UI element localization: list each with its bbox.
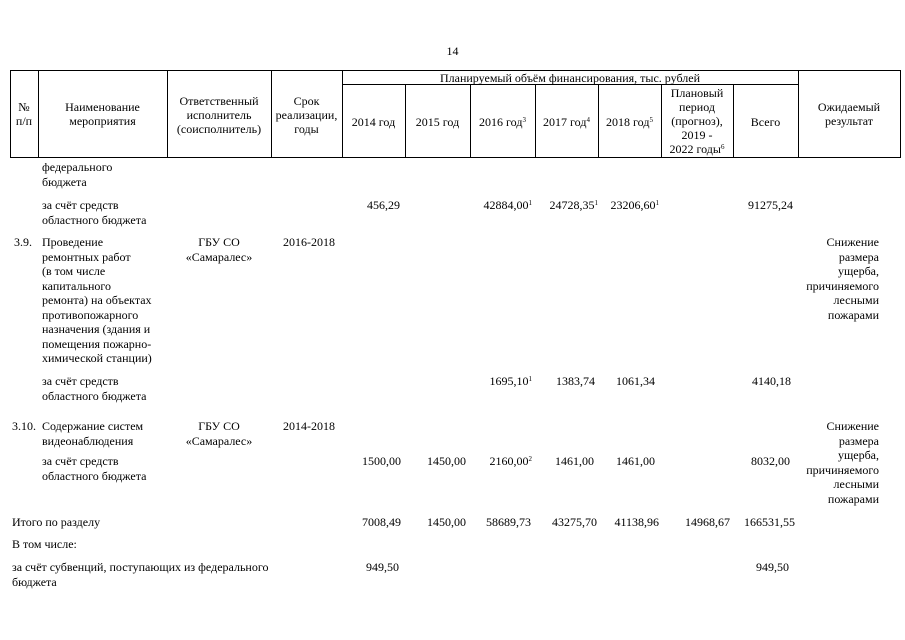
section-3-9-result: Снижение размера ущерба, причиняемого лесными пожарами — [806, 235, 879, 322]
header-executor: Ответственный исполнитель (соисполнитель) — [176, 94, 262, 136]
section-3-9-number: 3.9. — [14, 235, 32, 249]
row1-total: 91275,24 — [748, 198, 793, 212]
header-2018-footnote: 5 — [649, 116, 653, 124]
header-2018-text: 2018 год — [606, 115, 650, 129]
section-total-2014: 7008,49 — [362, 515, 401, 529]
row1-2018-value: 23206,60 — [610, 198, 656, 212]
row3-2016-value: 2160,00 — [489, 454, 529, 468]
row3-2016 — [470, 454, 532, 469]
row3-total: 8032,00 — [751, 454, 790, 468]
header-2017-footnote: 4 — [586, 116, 590, 124]
header-2014: 2014 год — [351, 115, 396, 129]
row3-2017: 1461,00 — [555, 454, 594, 468]
continued-federal-label: федерального бюджета — [42, 160, 113, 189]
row3-2016-footnote: 2 — [528, 455, 532, 463]
section-total-2016: 58689,73 — [486, 515, 531, 529]
row1-2016 — [470, 198, 532, 213]
row1-2017 — [535, 198, 598, 213]
row1-2018-footnote: 1 — [655, 199, 659, 207]
section-3-9-term: 2016-2018 — [283, 235, 335, 249]
header-2016-text: 2016 год — [479, 115, 523, 129]
header-2015: 2015 год — [415, 115, 460, 129]
section-total-planned: 14968,67 — [685, 515, 730, 529]
header-2016-footnote: 3 — [522, 116, 526, 124]
row2-2016 — [470, 374, 532, 389]
section-total-2018: 41138,96 — [614, 515, 659, 529]
row3-label: за счёт средств областного бюджета — [42, 454, 147, 483]
section-total-label: Итого по разделу — [12, 515, 101, 529]
row1-2014: 456,29 — [367, 198, 400, 212]
section-3-10-number: 3.10. — [12, 419, 36, 433]
header-planned-text: Плановый период (прогноз), 2019 - 2022 годы — [669, 86, 724, 156]
col-border-12 — [900, 70, 901, 158]
row3-2018: 1461,00 — [616, 454, 655, 468]
subventions-2014: 949,50 — [366, 560, 399, 574]
section-3-10-name: Содержание систем видеонаблюдения — [42, 419, 144, 448]
row3-2015: 1450,00 — [427, 454, 466, 468]
header-2017 — [535, 115, 598, 129]
row2-2016-footnote: 1 — [528, 375, 532, 383]
section-3-9-executor: ГБУ СО «Самаралес» — [185, 235, 253, 264]
row2-label: за счёт средств областного бюджета — [42, 374, 147, 403]
section-3-10-executor: ГБУ СО «Самаралес» — [185, 419, 253, 448]
row1-2018 — [598, 198, 659, 213]
header-num: № п/п — [15, 100, 33, 128]
section-3-9-name: Проведение ремонтных работ (в том числе капитального ремонта) на объектах противопожарного назначения (здания и помещения пожарно- химической станции) — [42, 235, 152, 365]
subventions-total: 949,50 — [756, 560, 789, 574]
page-number: 14 — [446, 44, 459, 58]
row1-2017-footnote: 1 — [594, 199, 598, 207]
row1-2017-value: 24728,35 — [549, 198, 595, 212]
row3-2014: 1500,00 — [362, 454, 401, 468]
row2-total: 4140,18 — [752, 374, 791, 388]
header-planned-footnote: 6 — [720, 143, 725, 151]
row1-label: за счёт средств областного бюджета — [42, 198, 147, 227]
section-total-2015: 1450,00 — [427, 515, 466, 529]
section-3-10-result: Снижение размера ущерба, причиняемого лесными пожарами — [806, 419, 879, 506]
header-2017-text: 2017 год — [543, 115, 587, 129]
header-2018 — [598, 115, 661, 129]
row2-2016-value: 1695,10 — [489, 374, 529, 388]
header-2016 — [470, 115, 535, 129]
header-planned — [661, 86, 733, 156]
section-total-sum: 166531,55 — [744, 515, 795, 529]
row1-2016-value: 42884,00 — [483, 198, 529, 212]
section-total-2017: 43275,70 — [552, 515, 597, 529]
subventions-label: за счёт субвенций, поступающих из федерального бюджета — [12, 560, 269, 589]
header-funding-group: Планируемый объём финансирования, тыс. рублей — [439, 71, 700, 85]
header-bottom-border — [10, 157, 900, 158]
header-name: Наименование мероприятия — [65, 100, 140, 128]
row2-2018: 1061,34 — [616, 374, 655, 388]
section-3-10-term: 2014-2018 — [283, 419, 335, 433]
header-total: Всего — [750, 115, 781, 129]
row2-2017: 1383,74 — [556, 374, 595, 388]
header-term: Срок реализации, годы — [275, 94, 338, 136]
header-result: Ожидаемый результат — [817, 100, 881, 128]
row1-2016-footnote: 1 — [528, 199, 532, 207]
including-label: В том числе: — [12, 537, 77, 551]
